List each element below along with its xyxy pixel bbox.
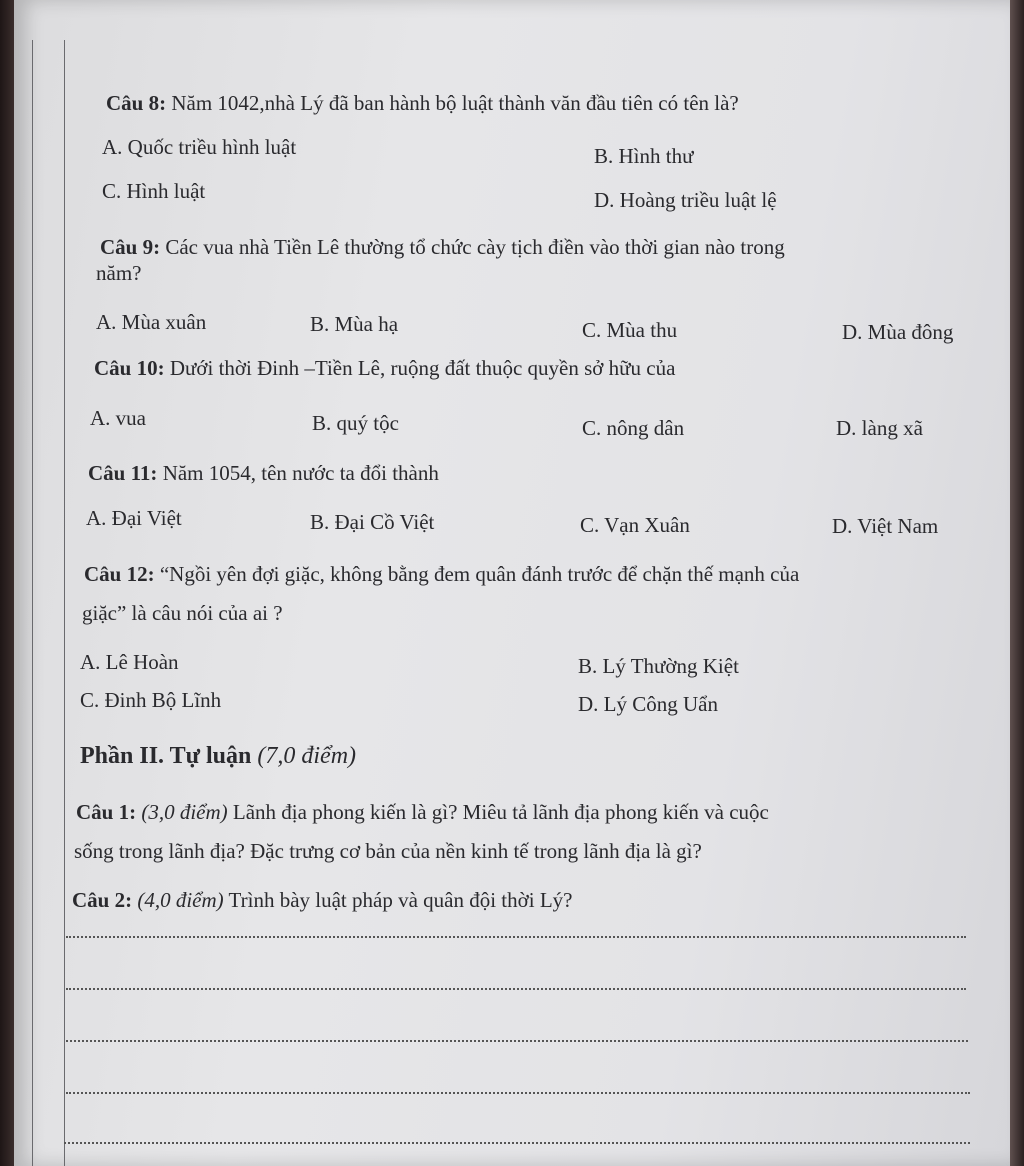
question-12: [84, 561, 799, 587]
section-2-heading: [80, 743, 356, 769]
question-text-continued: giặc” là câu nói của ai ?: [82, 601, 283, 625]
question-text: Năm 1042,nhà Lý đã ban hành bộ luật thành văn đầu tiên có tên là?: [166, 91, 739, 115]
question-8: [106, 90, 739, 116]
option-d: D. Mùa đông: [842, 320, 954, 344]
question-text: Năm 1054, tên nước ta đổi thành: [157, 461, 439, 485]
question-text: Trình bày luật pháp và quân đội thời Lý?: [223, 888, 573, 912]
essay-question-1: [76, 799, 769, 825]
option-a: A. Lê Hoàn: [80, 650, 179, 674]
margin-line: [32, 40, 33, 1166]
question-10: [94, 355, 675, 381]
option-a: A. Mùa xuân: [96, 310, 207, 334]
answer-line: [66, 1040, 968, 1042]
option-c: C. Đinh Bộ Lĩnh: [80, 688, 222, 712]
option-d: D. Lý Công Uẩn: [578, 692, 718, 716]
question-text: Dưới thời Đinh –Tiền Lê, ruộng đất thuộc quyền sở hữu của: [164, 356, 676, 380]
section-title: Phần II. Tự luận: [80, 743, 252, 769]
section-points: (7,0 điểm): [251, 743, 357, 769]
option-c: C. nông dân: [582, 416, 685, 440]
essay-question-2: [72, 887, 572, 913]
question-text: Lãnh địa phong kiến là gì? Miêu tả lãnh địa phong kiến và cuộc: [227, 800, 769, 824]
question-text: “Ngồi yên đợi giặc, không bằng đem quân đánh trước để chặn thế mạnh của: [154, 562, 800, 586]
option-b: B. Mùa hạ: [310, 312, 399, 336]
option-d: D. Hoàng triều luật lệ: [594, 188, 777, 212]
option-c: C. Vạn Xuân: [580, 513, 690, 537]
answer-line: [66, 988, 966, 990]
question-points: (4,0 điểm): [132, 888, 224, 912]
option-b: B. quý tộc: [312, 411, 399, 435]
question-label: Câu 10:: [94, 356, 165, 380]
question-label: Câu 9:: [100, 235, 161, 259]
option-a: A. Quốc triều hình luật: [102, 135, 297, 159]
question-text: Các vua nhà Tiền Lê thường tổ chức cày tịch điền vào thời gian nào trong: [160, 235, 785, 259]
answer-line: [66, 1092, 970, 1094]
option-b: B. Lý Thường Kiệt: [578, 654, 739, 678]
option-b: B. Hình thư: [594, 144, 694, 168]
question-text-continued: năm?: [96, 261, 142, 285]
question-points: (3,0 điểm): [136, 800, 228, 824]
question-text-continued: sống trong lãnh địa? Đặc trưng cơ bản của nền kinh tế trong lãnh địa là gì?: [74, 839, 702, 863]
question-label: Câu 2:: [72, 888, 133, 912]
option-a: A. vua: [90, 406, 146, 430]
answer-line: [64, 1142, 970, 1144]
question-label: Câu 12:: [84, 562, 155, 586]
option-c: C. Mùa thu: [582, 318, 678, 342]
option-d: D. Việt Nam: [832, 514, 939, 538]
question-label: Câu 1:: [76, 800, 137, 824]
margin-line: [64, 40, 65, 1166]
question-11: [88, 460, 439, 486]
answer-line: [66, 936, 966, 938]
question-label: Câu 8:: [106, 91, 167, 115]
option-c: C. Hình luật: [102, 179, 206, 203]
question-9: [100, 234, 785, 260]
option-b: B. Đại Cồ Việt: [310, 510, 435, 534]
option-d: D. làng xã: [836, 416, 923, 440]
option-a: A. Đại Việt: [86, 506, 182, 530]
question-label: Câu 11:: [88, 461, 158, 485]
exam-paper: [14, 0, 1010, 1166]
